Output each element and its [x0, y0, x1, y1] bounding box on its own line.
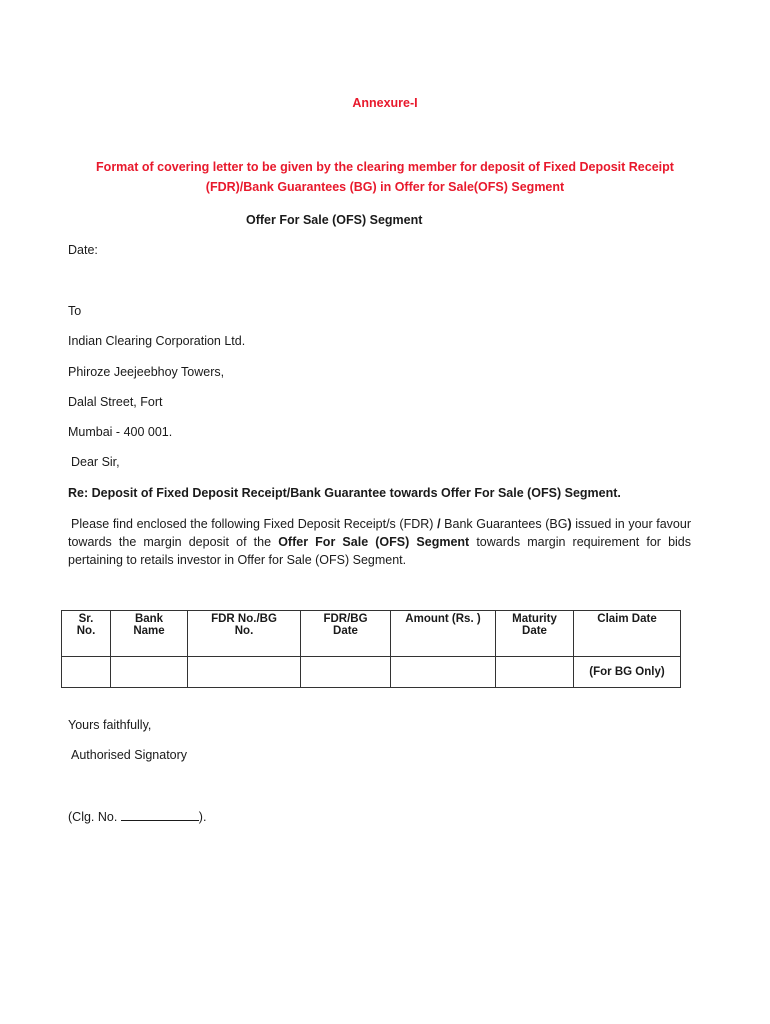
annexure-title: Annexure-I [352, 96, 418, 110]
header-maturity-date: Maturity Date [496, 611, 574, 657]
header-bank-name: Bank Name [111, 611, 188, 657]
cell-maturity-date[interactable] [496, 657, 574, 688]
signatory: Authorised Signatory [71, 748, 188, 762]
header-fdr-bg-date: FDR/BG Date [301, 611, 391, 657]
cell-sr-no[interactable] [62, 657, 111, 688]
fdr-bg-table [61, 610, 681, 688]
body-paragraph: Please find enclosed the following Fixed Deposit Receipt/s (FDR) / Bank Guarantees (BG) issued in your favour towards the margin deposit of the Offer For Sale (OFS) Segment towards margin requirement for bids pertaining to retails investor in Offer for Sale (OFS) Segment. [68, 517, 691, 567]
clg-number: (Clg. No. ). [68, 810, 207, 824]
heading-line-1: Format of covering letter to be given by the clearing member for deposit of Fixed Deposit Receipt [96, 160, 674, 174]
cell-bank-name[interactable] [111, 657, 188, 688]
address-line-1: Indian Clearing Corporation Ltd. [68, 334, 246, 348]
address-line-3: Dalal Street, Fort [68, 395, 163, 409]
claim-note: (For BG Only) [589, 666, 665, 678]
closing: Yours faithfully, [68, 718, 152, 732]
header-fdr-bg-no: FDR No./BG No. [188, 611, 301, 657]
cell-fdr-bg-date[interactable] [301, 657, 391, 688]
salutation: Dear Sir, [71, 455, 120, 469]
table-row [62, 657, 681, 688]
clg-number-blank[interactable] [121, 809, 199, 821]
segment-title: Offer For Sale (OFS) Segment [246, 213, 423, 227]
address-line-2: Phiroze Jeejeebhoy Towers, [68, 365, 225, 379]
header-sr-no: Sr. No. [62, 611, 111, 657]
address-line-4: Mumbai - 400 001. [68, 425, 173, 439]
cell-amount[interactable] [391, 657, 496, 688]
header-amount: Amount (Rs. ) [391, 611, 496, 657]
cell-claim-date[interactable] [574, 657, 681, 688]
cell-fdr-bg-no[interactable] [188, 657, 301, 688]
table-header-row [62, 611, 681, 657]
subject-line: Re: Deposit of Fixed Deposit Receipt/Bank Guarantee towards Offer For Sale (OFS) Segment. [68, 486, 621, 500]
heading-line-2: (FDR)/Bank Guarantees (BG) in Offer for Sale(OFS) Segment [205, 180, 565, 194]
to-label: To [68, 304, 82, 318]
date-label: Date: [68, 243, 98, 257]
header-claim-date: Claim Date [574, 611, 681, 657]
